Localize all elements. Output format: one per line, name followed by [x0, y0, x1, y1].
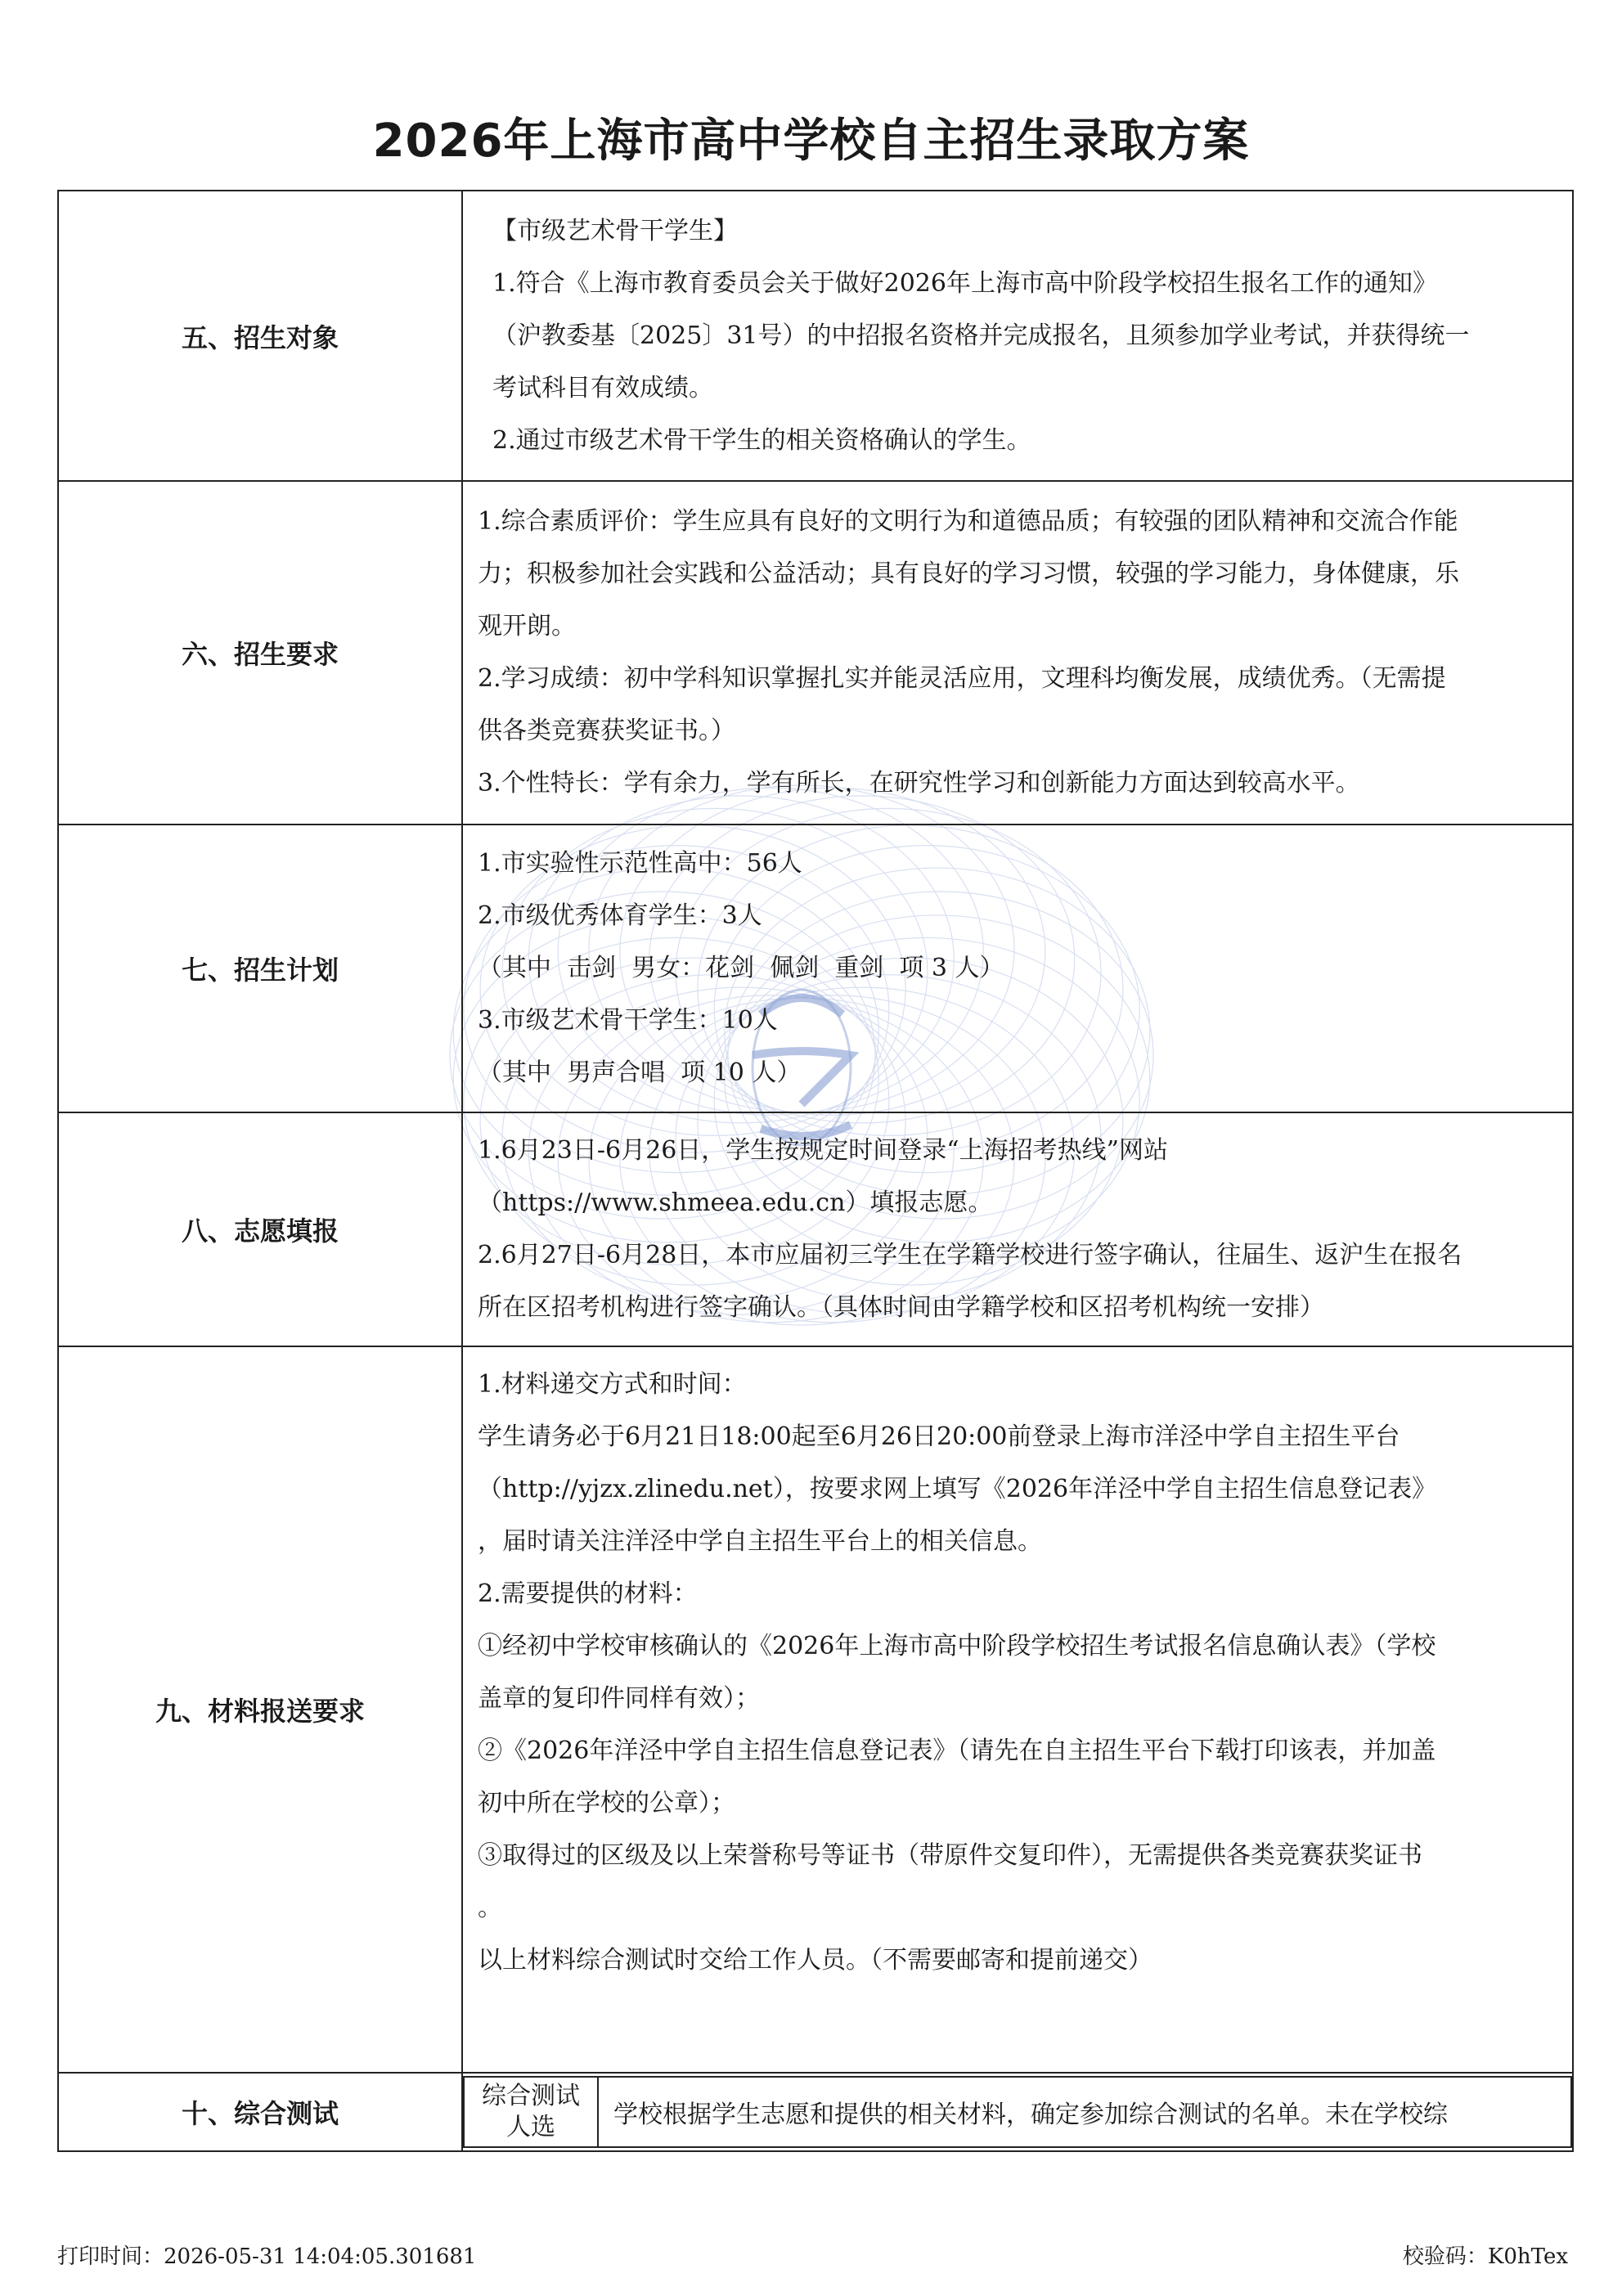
content-line: 1.材料递交方式和时间：: [478, 1370, 747, 1399]
content-line: 学生请务必于6月21日18:00起至6月26日20:00前登录上海市洋泾中学自主招生平台: [478, 1422, 1400, 1451]
content-line: 2.学习成绩：初中学科知识掌握扎实并能灵活应用，文理科均衡发展，成绩优秀。（无需提: [478, 664, 1446, 693]
section-label: 九、材料报送要求: [58, 1346, 462, 2073]
content-line: （http://yjzx.zlinedu.net），按要求网上填写《2026年洋泾中学自主招生信息登记表》: [478, 1475, 1437, 1503]
content-line: 1.6月23日-6月26日，学生按规定时间登录“上海招考热线”网站: [478, 1136, 1168, 1165]
content-line: 以上材料综合测试时交给工作人员。（不需要邮寄和提前递交）: [478, 1946, 1152, 1975]
content-line: （其中 击剑 男女：花剑 佩剑 重剑 项 3 人）: [478, 954, 1004, 982]
content-line: （https://www.shmeea.edu.cn）填报志愿。: [478, 1188, 993, 1217]
content-line: （其中 男声合唱 项 10 人）: [478, 1058, 802, 1087]
section-content: [462, 481, 1573, 824]
admission-plan-table: [57, 190, 1574, 2152]
sub-label-line: 人选: [506, 2113, 555, 2141]
content-line: （沪教委基〔2025〕31号）的中招报名资格并完成报名，且须参加学业考试，并获得统一: [492, 321, 1470, 350]
content-line: 2.需要提供的材料：: [478, 1579, 698, 1608]
content-line: 2.通过市级艺术骨干学生的相关资格确认的学生。: [492, 425, 1031, 455]
page-title: 2026年上海市高中学校自主招生录取方案: [372, 115, 1250, 168]
section-content: [462, 1346, 1573, 2073]
content-line: 供各类竞赛获奖证书。）: [478, 717, 735, 745]
content-line: 2.6月27日-6月28日，本市应届初三学生在学籍学校进行签字确认，往届生、返沪生在报名: [478, 1241, 1462, 1269]
section-content: [462, 191, 1573, 481]
section-content: [462, 824, 1573, 1112]
section-label: 七、招生计划: [58, 824, 462, 1112]
content-line: ③取得过的区级及以上荣誉称号等证书（带原件交复印件），无需提供各类竞赛获奖证书: [478, 1841, 1422, 1870]
content-line: 盖章的复印件同样有效）；: [478, 1684, 760, 1713]
content-line: 力；积极参加社会实践和公益活动；具有良好的学习习惯，较强的学习能力，身体健康，乐: [478, 559, 1459, 588]
comprehensive-test-subtable: [463, 2076, 1572, 2148]
content-line: 观开朗。: [478, 612, 576, 640]
section-row-s6: [58, 481, 1573, 824]
content-line: ①经初中学校审核确认的《2026年上海市高中阶段学校招生考试报名信息确认表》（学校: [478, 1632, 1436, 1660]
verify-code: 校验码：K0hTex: [1402, 2244, 1568, 2269]
sub-label-line: 综合测试: [482, 2082, 580, 2110]
content-line: 所在区招考机构进行签字确认。（具体时间由学籍学校和区招考机构统一安排）: [478, 1293, 1324, 1322]
content-line: 。: [478, 1894, 502, 1922]
content-line: 初中所在学校的公章）；: [478, 1789, 735, 1817]
section-content: [462, 2073, 1573, 2151]
section-label: 五、招生对象: [58, 191, 462, 481]
sub-label: [464, 2077, 598, 2147]
section-row-s7: [58, 824, 1573, 1112]
content-line: 【市级艺术骨干学生】: [492, 216, 738, 245]
section-label: 八、志愿填报: [58, 1112, 462, 1346]
content-line: 1.符合《上海市教育委员会关于做好2026年上海市高中阶段学校招生报名工作的通知》: [492, 268, 1437, 298]
content-line: 1.综合素质评价：学生应具有良好的文明行为和道德品质；有较强的团队精神和交流合作能: [478, 507, 1458, 536]
section-row-s9: [58, 1346, 1573, 2073]
sub-text: 学校根据学生志愿和提供的相关材料，确定参加综合测试的名单。未在学校综: [598, 2077, 1571, 2147]
print-time: 打印时间：2026-05-31 14:04:05.301681: [57, 2244, 477, 2269]
section-label: 六、招生要求: [58, 481, 462, 824]
content-line: ②《2026年洋泾中学自主招生信息登记表》（请先在自主招生平台下载打印该表，并加盖: [478, 1737, 1436, 1765]
section-row-s10: [58, 2073, 1573, 2151]
section-content: [462, 1112, 1573, 1346]
section-row-s8: [58, 1112, 1573, 1346]
content-line: 考试科目有效成绩。: [492, 373, 713, 402]
section-row-s5: [58, 191, 1573, 481]
content-line: 3.市级艺术骨干学生：10人: [478, 1006, 778, 1035]
content-line: 3.个性特长：学有余力，学有所长，在研究性学习和创新能力方面达到较高水平。: [478, 769, 1360, 798]
content-line: 2.市级优秀体育学生：3人: [478, 901, 762, 930]
content-line: 1.市实验性示范性高中：56人: [478, 849, 802, 878]
content-line: ，届时请关注洋泾中学自主招生平台上的相关信息。: [478, 1527, 1042, 1556]
section-label: 十、综合测试: [58, 2073, 462, 2151]
